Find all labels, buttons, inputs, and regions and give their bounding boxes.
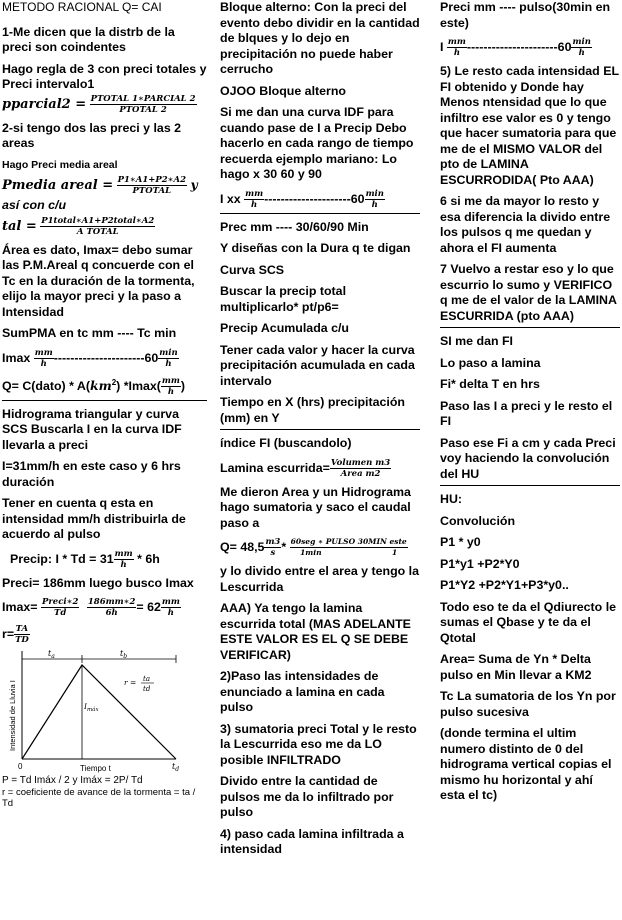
divider-1 xyxy=(2,400,207,401)
q48-f1-num: m3 xyxy=(265,537,281,547)
imax-fraction-min-h xyxy=(158,348,178,369)
lamina-num: Volumen m3 xyxy=(330,457,391,468)
note-distribute-pulse: Tener en cuenta q esta en intensidad mm/h distribuirla de acuerdo al pulso xyxy=(2,496,186,542)
imax2-fraction-3 xyxy=(161,597,181,618)
r-graph-label: r = xyxy=(124,678,137,688)
pparcial-fraction xyxy=(90,94,197,115)
ixx-dashes: ---------------------60 xyxy=(264,191,365,206)
imax-f2-den: h xyxy=(165,358,172,369)
imax-fraction-mm-h xyxy=(34,348,54,369)
pmedia-fraction xyxy=(117,175,188,196)
note-qtotal: Todo eso te da el Qdiurecto le sumas el Qbase y te da el Qtotal xyxy=(440,599,617,645)
td-label: $t_d$ xyxy=(172,762,180,774)
i-fraction-2 xyxy=(571,37,591,58)
ixx-f1-num: mm xyxy=(245,188,264,199)
note-step-7: 7 Vuelvo a restar eso y lo que escurrio lo sumo y VERIFICO q me de el valor de la LAMINA ESCURRIDA (pto AAA) xyxy=(440,262,617,323)
imax-dashes: ----------------------60 xyxy=(53,350,159,365)
q48-f1-den: s xyxy=(270,548,276,558)
divider-4 xyxy=(440,327,620,328)
r-label: r= xyxy=(2,627,15,642)
note-conv-1: P1 * y0 xyxy=(440,535,481,549)
note-fi-cm: Paso ese Fi a cm y cada Preci voy haciendo la convolución del HU xyxy=(440,435,616,481)
note-area-hydrograph: Me dieron Area y un Hidrograma hago sumatoria y saco el caudal paso a xyxy=(220,484,411,530)
note-two-areas: 2-si tengo dos las preci y las 2 areas xyxy=(2,120,182,150)
i-fraction-1 xyxy=(447,37,467,58)
imax-label: Imax xyxy=(2,350,31,365)
r-frac-den: TD xyxy=(15,635,29,646)
q48-f2-den: 1min 1 xyxy=(300,548,398,557)
q48-times: * xyxy=(281,539,287,554)
ixx-f2-num: min xyxy=(365,188,384,199)
i-f1-num: mm xyxy=(447,37,466,47)
i-label: I xyxy=(440,39,444,54)
pmedia-denominator: PTOTAL xyxy=(132,186,172,196)
formula-i-conversion xyxy=(440,37,620,58)
formula-lamina xyxy=(220,458,420,479)
divider-3 xyxy=(220,429,420,430)
note-preci-pulse: Preci mm ---- pulso(30min en este) xyxy=(440,0,611,30)
note-i-to-preci: Paso las I a preci y le resto el FI xyxy=(440,398,613,428)
pmedia-lhs: Pmedia areal = xyxy=(2,177,114,193)
formula-q-rational xyxy=(2,375,207,397)
note-coincident-distribution: 1-Me dicen que la distrb de la preci son coindentes xyxy=(2,24,175,54)
i-f1-den: h xyxy=(453,48,460,58)
note-step-4: 4) paso cada lamina infiltrada a intensidad xyxy=(220,826,404,856)
q48-f2-num: 60seg ∗ PULSO 30MIN este xyxy=(290,537,407,546)
tb-label: $t_b$ xyxy=(120,649,128,661)
note-divide-area: y lo divido entre el area y tengo la Lescurrida xyxy=(220,564,420,594)
precip-frac-den: h xyxy=(120,559,127,570)
y-axis-label: Intensidad de Lluvia I xyxy=(8,680,17,752)
note-alternating-block: Bloque alterno: Con la preci del evento debo dividir en la cantidad de blques y lo dejo en precipitación no puede haber cerrucho xyxy=(220,0,420,76)
note-total-precip: Buscar la precip total multiplicarlo* pt/p6= xyxy=(220,284,347,314)
note-axes: Tiempo en X (hrs) precipitación (mm) en Y xyxy=(220,395,405,425)
pmedia-numerator: P1∗A1+P2∗A2 xyxy=(117,175,187,185)
note-step-3: 3) sumatoria preci Total y le resto la Lescurrida eso me da LO posible INFILTRADO xyxy=(220,721,417,767)
q-km: km xyxy=(90,377,112,393)
note-each: así con c/u xyxy=(2,198,67,212)
page-title: METODO RACIONAL Q= CAI xyxy=(2,0,162,14)
precip-fraction xyxy=(114,549,134,570)
ixx-f1-den: h xyxy=(251,199,258,210)
precip-part-a: Precip: I * Td = 31 xyxy=(10,551,114,566)
pmedia-tail: y xyxy=(190,176,198,192)
x-axis-label: Tiempo t xyxy=(80,764,111,774)
i-f2-den: h xyxy=(578,48,585,58)
ptotal-denominator: A TOTAL xyxy=(76,226,119,237)
column-middle xyxy=(220,0,420,864)
note-scs-curve: Curva SCS xyxy=(220,262,285,277)
note-design-duration: Y diseñas con la Dura q te digan xyxy=(220,241,411,255)
q48-label: Q= 48,5 xyxy=(220,539,265,554)
imax-f2-num: min xyxy=(159,347,178,358)
formula-ptotal xyxy=(2,216,207,237)
q-exp: 2 xyxy=(111,377,117,387)
i-f2-num: min xyxy=(572,37,591,47)
formula-precip xyxy=(2,549,207,570)
note-fi-delta: Fi* delta T en hrs xyxy=(440,377,540,391)
ptotal-fraction xyxy=(40,216,155,237)
imax2-label: Imax= xyxy=(2,600,38,615)
ptotal-lhs: tal = xyxy=(2,218,37,234)
note-area-sum: Area= Suma de Yn * Delta pulso en Min llevar a KM2 xyxy=(440,652,592,682)
r-graph-den: td xyxy=(143,685,151,694)
note-if-fi-given: SI me dan FI xyxy=(440,334,513,348)
q-part-c: ) xyxy=(180,378,186,393)
triangular-hyetograph-diagram xyxy=(2,647,202,775)
imax-f1-den: h xyxy=(40,358,47,369)
origin-label: 0 xyxy=(18,762,23,772)
note-tc: Tc La sumatoria de los Yn por pulso sucesiva xyxy=(440,689,616,719)
formula-imax-62 xyxy=(2,597,207,618)
note-step-6: 6 si me da mayor lo resto y esa diferencia la divido entre los pulsos q me quedan y ahora el FI aumenta xyxy=(440,194,611,255)
note-preci-186: Preci= 186mm luego busco Imax xyxy=(2,575,194,590)
imax2-fraction-2 xyxy=(87,597,137,618)
note-idf-curve: Si me dan una curva IDF para cuando pase de I a Precip Debo hacerlo en cada rango de tiempo recuerda ejemplo mariano: Lo hago x 30 60 y 90 xyxy=(220,105,414,181)
r-frac-num: TA xyxy=(15,624,29,635)
note-step-5: 5) Le resto cada intensidad EL FI obtenido y Donde hay Menos ntensidad que lo que infiltro ese valor es 0 y tengo que hacer sumatoria para que me de el MISMO VALOR del pto de LAMINA ESCURRODIDA( Pto AAA) xyxy=(440,64,619,187)
q48-fraction-1 xyxy=(264,537,281,558)
ixx-f2-den: h xyxy=(371,199,378,210)
note-rule-of-three: Hago regla de 3 con preci totales y Preci intervalo1 xyxy=(2,61,207,91)
note-convolution: Convolución xyxy=(440,513,516,528)
q-fraction xyxy=(161,376,181,397)
pparcial-lhs: pparcial2 = xyxy=(2,96,87,112)
formula-pmedia xyxy=(2,175,207,196)
formula-q-48 xyxy=(220,537,420,558)
q-part-a: Q= C(dato) * A( xyxy=(2,378,90,393)
triangle-hyetograph xyxy=(22,665,176,759)
r-fraction xyxy=(14,624,30,645)
imax-label-graph: $I_{máx}$ xyxy=(84,702,99,714)
ixx-label: I xx xyxy=(220,191,241,206)
lamina-den: Area m2 xyxy=(340,468,381,479)
note-prec-mm: Prec mm ---- 30/60/90 Min xyxy=(220,219,369,234)
note-accumulated: Precip Acumulada c/u xyxy=(220,321,349,335)
footnote-r-definition: r = coeficiente de avance de la tormenta = ta / Td xyxy=(2,787,196,810)
pparcial-denominator: PTOTAL 2 xyxy=(119,104,167,115)
note-conv-2: P1*y1 +P2*Y0 xyxy=(440,556,520,571)
precip-part-b: * 6h xyxy=(137,551,160,566)
r-graph-num: ta xyxy=(143,675,150,684)
note-ojoo: OJOO Bloque alterno xyxy=(220,83,346,98)
lamina-fraction xyxy=(330,458,391,479)
formula-imax-conversion xyxy=(2,348,207,369)
hyetograph-svg xyxy=(2,647,202,775)
q48-fraction-2 xyxy=(290,537,408,558)
imax2-f1-num: Preci∗2 xyxy=(41,597,79,608)
imax2-fraction-1 xyxy=(41,597,79,618)
note-curve-accumulated: Tener cada valor y hacer la curva precipitación acumulada en cada intervalo xyxy=(220,342,415,388)
divider-5 xyxy=(440,485,620,486)
q-frac-num: mm xyxy=(161,375,180,386)
note-to-lamina: Lo paso a lamina xyxy=(440,355,541,370)
note-sumpma: SumPMA en tc mm ---- Tc min xyxy=(2,326,177,340)
divider-2 xyxy=(220,213,420,214)
q-part-b: ) *Imax( xyxy=(116,378,161,393)
imax2-f3-num: mm xyxy=(161,597,180,608)
column-left xyxy=(2,0,207,809)
q-frac-den: h xyxy=(167,386,175,397)
note-aaa: AAA) Ya tengo la lamina escurrida total (MAS ADELANTE ESTE VALOR ES EL Q SE DEBE VERIFICAR) xyxy=(220,601,411,662)
imax2-f2-num: 186mm∗2 xyxy=(87,597,136,608)
imax2-result: = 62 xyxy=(136,600,161,615)
note-step-2: 2)Paso las intensidades de enunciado a lamina en cada pulso xyxy=(220,669,385,714)
precip-frac-num: mm xyxy=(114,548,133,559)
ta-label: $t_a$ xyxy=(48,649,55,661)
note-intensity-case: I=31mm/h en este caso y 6 hrs duración xyxy=(2,459,181,489)
note-fi-index: índice FI (buscandolo) xyxy=(220,436,352,450)
imax2-f1-den: Td xyxy=(54,608,67,619)
note-areal-mean: Hago Preci media areal xyxy=(2,158,118,171)
note-area-imax: Área es dato, Imax= debo sumar las P.M.Areal q concuerde con el Tc en la duración de la tormenta, elijo la mayor preci y la paso a Intensidad xyxy=(2,242,195,319)
ixx-fraction-1 xyxy=(244,189,264,210)
formula-ixx xyxy=(220,189,420,210)
note-tc-detail: (donde termina el ultim numero distinto de 0 del hidrograma vertical copias el mismo hu horizontal y ahí esta el tc) xyxy=(440,726,612,802)
footnote-p-formula: P = Td Imáx / 2 y Imáx = 2P/ Td xyxy=(2,775,143,787)
note-hu: HU: xyxy=(440,492,463,506)
imax2-f2-den: 6h xyxy=(105,608,118,619)
ixx-fraction-2 xyxy=(365,189,385,210)
note-conv-3: P1*Y2 +P2*Y1+P3*y0.. xyxy=(440,578,569,592)
i-dashes: ----------------------60 xyxy=(466,39,572,54)
note-triangular-hydrograph: Hidrograma triangular y curva SCS Buscarla I en la curva IDF llevarla a preci xyxy=(2,406,182,452)
ptotal-numerator: P1total∗A1+P2total∗A2 xyxy=(41,215,155,226)
note-divide-pulses: Divido entre la cantidad de pulsos me da lo infiltrado por pulso xyxy=(220,774,394,819)
pparcial-numerator: PTOTAL 1∗PARCIAL 2 xyxy=(90,93,196,104)
imax2-f3-den: h xyxy=(167,608,174,619)
lamina-label: Lamina escurrida= xyxy=(220,460,330,475)
column-right xyxy=(440,0,620,810)
formula-r xyxy=(2,624,207,645)
imax-f1-num: mm xyxy=(34,347,53,358)
formula-pparcial xyxy=(2,94,207,115)
